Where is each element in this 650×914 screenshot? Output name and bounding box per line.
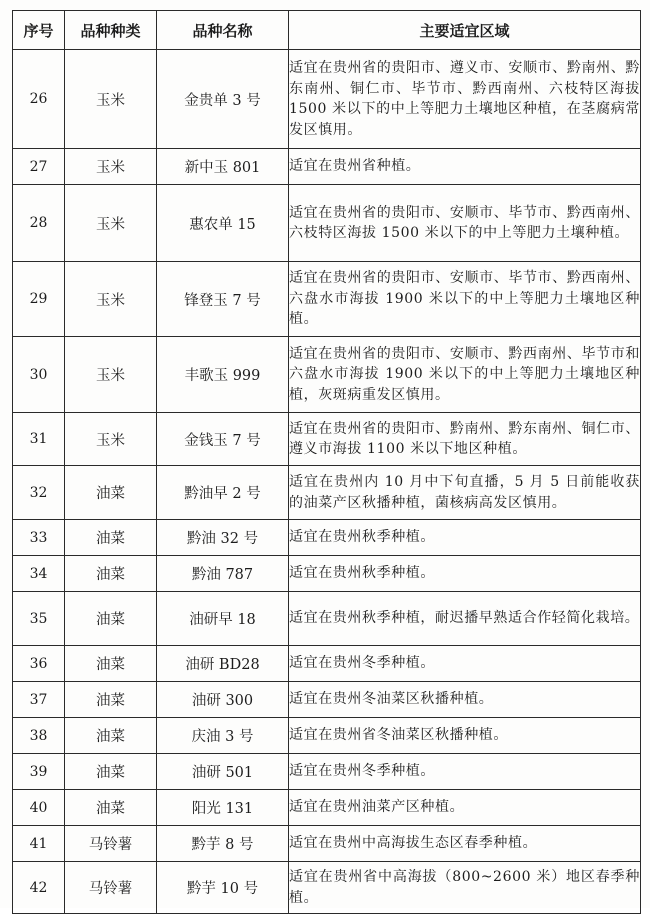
variety-name: 新中玉 801 xyxy=(157,149,289,185)
serial-number: 33 xyxy=(13,520,65,556)
suitable-region: 适宜在贵州冬季种植。 xyxy=(289,754,641,790)
variety-name: 金贵单 3 号 xyxy=(157,50,289,149)
header-suitable-region: 主要适宜区域 xyxy=(289,11,641,50)
suitable-region: 适宜在贵州冬油菜区秋播种植。 xyxy=(289,682,641,718)
variety-type: 玉米 xyxy=(65,262,157,337)
serial-number: 40 xyxy=(13,790,65,826)
table-row xyxy=(13,413,641,466)
serial-number: 27 xyxy=(13,149,65,185)
variety-name: 黔油早 2 号 xyxy=(157,466,289,520)
serial-number: 29 xyxy=(13,262,65,337)
variety-name: 惠农单 15 xyxy=(157,185,289,262)
header-variety-type: 品种种类 xyxy=(65,11,157,50)
suitable-region: 适宜在贵州秋季种植，耐迟播早熟适合作轻简化栽培。 xyxy=(289,592,641,646)
variety-type: 油菜 xyxy=(65,754,157,790)
suitable-region: 适宜在贵州冬季种植。 xyxy=(289,646,641,682)
header-variety-name: 品种名称 xyxy=(157,11,289,50)
table-row xyxy=(13,718,641,754)
variety-table xyxy=(12,10,641,914)
variety-type: 油菜 xyxy=(65,682,157,718)
variety-type: 油菜 xyxy=(65,592,157,646)
table-header xyxy=(13,11,641,50)
table-row xyxy=(13,754,641,790)
variety-type: 油菜 xyxy=(65,790,157,826)
variety-name: 黔芋 10 号 xyxy=(157,862,289,914)
serial-number: 31 xyxy=(13,413,65,466)
serial-number: 36 xyxy=(13,646,65,682)
suitable-region: 适宜在贵州油菜产区种植。 xyxy=(289,790,641,826)
variety-name: 油研早 18 xyxy=(157,592,289,646)
variety-type: 马铃薯 xyxy=(65,826,157,862)
serial-number: 28 xyxy=(13,185,65,262)
serial-number: 34 xyxy=(13,556,65,592)
variety-name: 金钱玉 7 号 xyxy=(157,413,289,466)
header-serial-number: 序号 xyxy=(13,11,65,50)
suitable-region: 适宜在贵州中高海拔生态区春季种植。 xyxy=(289,826,641,862)
suitable-region: 适宜在贵州省的贵阳市、黔南州、黔东南州、铜仁市、遵义市海拔 1100 米以下地区种植。 xyxy=(289,413,641,466)
serial-number: 37 xyxy=(13,682,65,718)
variety-type: 玉米 xyxy=(65,413,157,466)
serial-number: 30 xyxy=(13,337,65,413)
suitable-region: 适宜在贵州秋季种植。 xyxy=(289,520,641,556)
table-row xyxy=(13,826,641,862)
table-row xyxy=(13,790,641,826)
suitable-region: 适宜在贵州省的贵阳市、安顺市、黔西南州、毕节市和六盘水市海拔 1900 米以下的中上等肥力土壤地区种植，灰斑病重发区慎用。 xyxy=(289,337,641,413)
variety-type: 玉米 xyxy=(65,185,157,262)
variety-name: 丰歌玉 999 xyxy=(157,337,289,413)
table-row xyxy=(13,682,641,718)
variety-name: 黔油 787 xyxy=(157,556,289,592)
variety-name: 庆油 3 号 xyxy=(157,718,289,754)
variety-type: 油菜 xyxy=(65,646,157,682)
serial-number: 42 xyxy=(13,862,65,914)
table-row xyxy=(13,646,641,682)
variety-type: 油菜 xyxy=(65,556,157,592)
table-row xyxy=(13,185,641,262)
suitable-region: 适宜在贵州秋季种植。 xyxy=(289,556,641,592)
variety-type: 马铃薯 xyxy=(65,862,157,914)
suitable-region: 适宜在贵州内 10 月中下旬直播，5 月 5 日前能收获的油菜产区秋播种植，菌核病高发区慎用。 xyxy=(289,466,641,520)
variety-name: 黔芋 8 号 xyxy=(157,826,289,862)
variety-type: 油菜 xyxy=(65,718,157,754)
table-row xyxy=(13,337,641,413)
table-row xyxy=(13,862,641,914)
variety-type: 油菜 xyxy=(65,466,157,520)
table-row xyxy=(13,50,641,149)
table-row xyxy=(13,466,641,520)
header-row xyxy=(13,11,641,50)
variety-type: 玉米 xyxy=(65,50,157,149)
variety-name: 黔油 32 号 xyxy=(157,520,289,556)
table-row xyxy=(13,592,641,646)
serial-number: 32 xyxy=(13,466,65,520)
table-row xyxy=(13,149,641,185)
suitable-region: 适宜在贵州省的贵阳市、安顺市、毕节市、黔西南州、六枝特区海拔 1500 米以下的中上等肥力土壤种植。 xyxy=(289,185,641,262)
serial-number: 26 xyxy=(13,50,65,149)
variety-name: 油研 300 xyxy=(157,682,289,718)
suitable-region: 适宜在贵州省冬油菜区秋播种植。 xyxy=(289,718,641,754)
serial-number: 38 xyxy=(13,718,65,754)
table-row xyxy=(13,520,641,556)
table-row xyxy=(13,262,641,337)
variety-name: 油研 501 xyxy=(157,754,289,790)
serial-number: 39 xyxy=(13,754,65,790)
variety-name: 阳光 131 xyxy=(157,790,289,826)
serial-number: 41 xyxy=(13,826,65,862)
suitable-region: 适宜在贵州省的贵阳市、遵义市、安顺市、黔南州、黔东南州、铜仁市、毕节市、黔西南州、六枝特区海拔 1500 米以下的中上等肥力土壤地区种植，在茎腐病常发区慎用。 xyxy=(289,50,641,149)
table-row xyxy=(13,556,641,592)
suitable-region: 适宜在贵州省种植。 xyxy=(289,149,641,185)
variety-type: 玉米 xyxy=(65,337,157,413)
variety-type: 玉米 xyxy=(65,149,157,185)
serial-number: 35 xyxy=(13,592,65,646)
table-body xyxy=(13,50,641,914)
variety-name: 锋登玉 7 号 xyxy=(157,262,289,337)
variety-name: 油研 BD28 xyxy=(157,646,289,682)
variety-type: 油菜 xyxy=(65,520,157,556)
suitable-region: 适宜在贵州省的贵阳市、安顺市、毕节市、黔西南州、六盘水市海拔 1900 米以下的中上等肥力土壤地区种植。 xyxy=(289,262,641,337)
suitable-region: 适宜在贵州省中高海拔（800~2600 米）地区春季种植。 xyxy=(289,862,641,914)
